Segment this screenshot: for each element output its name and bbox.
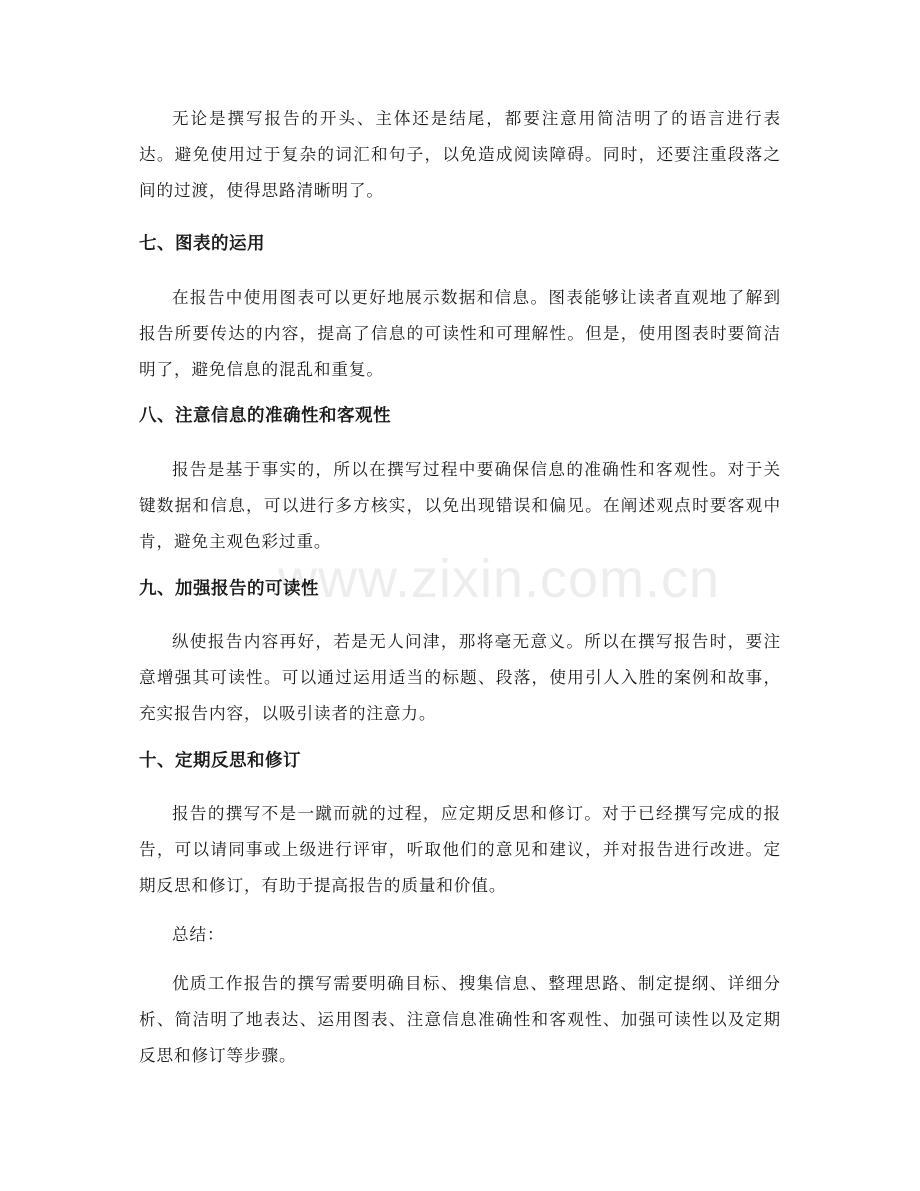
heading-9-readability: 九、加强报告的可读性 [139, 579, 319, 599]
paragraph-7: 在报告中使用图表可以更好地展示数据和信息。图表能够让读者直观地了解到报告所要传达的内容，提高了信息的可读性和可理解性。但是，使用图表时要简洁明了，避免信息的混乱和重复。 [139, 288, 781, 379]
watermark-text: www.zixin.com.cn [278, 549, 721, 609]
heading-8-accuracy: 八、注意信息的准确性和客观性 [139, 406, 391, 426]
paragraph-8: 报告是基于事实的，所以在撰写过程中要确保信息的准确性和客观性。对于关键数据和信息，可以进行多方核实，以免出现错误和偏见。在阐述观点时要客观中肯，避免主观色彩过重。 [139, 460, 781, 551]
paragraph-intro: 无论是撰写报告的开头、主体还是结尾，都要注意用简洁明了的语言进行表达。避免使用过于复杂的词汇和句子，以免造成阅读障碍。同时，还要注重段落之间的过渡，使得思路清晰明了。 [139, 109, 781, 200]
summary-label: 总结： [172, 925, 225, 944]
paragraph-9: 纵使报告内容再好，若是无人问津，那将毫无意义。所以在撰写报告时，要注意增强其可读性。可以通过运用适当的标题、段落，使用引人入胜的案例和故事，充实报告内容，以吸引读者的注意力。 [139, 632, 781, 723]
heading-7-charts: 七、图表的运用 [139, 234, 265, 254]
heading-10-revision: 十、定期反思和修订 [139, 751, 301, 771]
paragraph-10: 报告的撰写不是一蹴而就的过程，应定期反思和修订。对于已经撰写完成的报告，可以请同事或上级进行评审，听取他们的意见和建议，并对报告进行改进。定期反思和修订，有助于提高报告的质量和价值。 [139, 804, 781, 895]
paragraph-summary: 优质工作报告的撰写需要明确目标、搜集信息、整理思路、制定提纲、详细分析、简洁明了地表达、运用图表、注意信息准确性和客观性、加强可读性以及定期反思和修订等步骤。 [139, 974, 781, 1065]
